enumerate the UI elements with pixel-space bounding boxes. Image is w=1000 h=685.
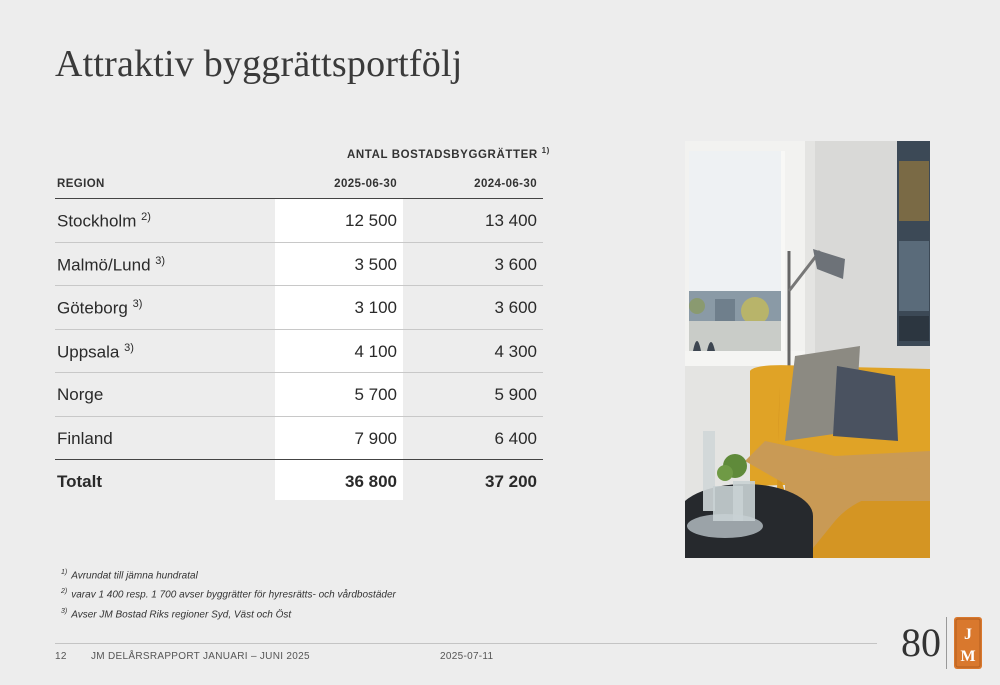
report-date: 2025-07-11 xyxy=(440,651,494,662)
footnote-text: varav 1 400 resp. 1 700 avser byggrätter för hyresrätts- och vårdbostäder xyxy=(71,589,396,601)
table-row xyxy=(55,286,543,330)
region-note: 3) xyxy=(155,254,166,267)
table-supheader xyxy=(347,146,550,161)
page-title: Attraktiv byggrättsportfölj xyxy=(55,43,463,85)
logo-divider xyxy=(946,617,947,669)
footnote xyxy=(61,584,396,603)
region-name: Göteborg xyxy=(57,298,128,318)
interior-photo xyxy=(685,141,930,558)
table-row xyxy=(55,417,543,461)
header-2024: 2024-06-30 xyxy=(474,178,537,190)
region-note: 2) xyxy=(141,211,151,223)
value-2024: 5 900 xyxy=(494,385,537,404)
svg-text:M: M xyxy=(960,648,976,665)
region-cell xyxy=(57,429,113,449)
supheader-label: ANTAL BOSTADSBYGGRÄTTER xyxy=(347,148,538,161)
region-name: Uppsala xyxy=(57,342,120,362)
footnote-text: Avrundat till jämna hundratal xyxy=(71,570,198,582)
value-2025: 3 500 xyxy=(354,254,397,274)
table-row xyxy=(55,330,543,374)
total-label: Totalt xyxy=(57,472,103,491)
table-row xyxy=(55,243,543,287)
footnote-mark: 2) xyxy=(61,588,68,596)
footnotes xyxy=(61,565,396,623)
region-note: 3) xyxy=(124,341,134,354)
value-2025: 3 100 xyxy=(354,298,397,317)
footnote-text: Avser JM Bostad Riks regioner Syd, Väst och Öst xyxy=(71,608,292,620)
value-2025: 5 700 xyxy=(354,385,397,404)
footer-divider xyxy=(55,643,877,644)
region-name: Norge xyxy=(57,385,104,404)
table-header-row xyxy=(55,178,543,199)
table-total-row xyxy=(55,460,543,503)
table-body xyxy=(55,199,543,503)
value-2024: 3 600 xyxy=(494,254,537,274)
total-2024: 37 200 xyxy=(485,472,537,491)
footnote-mark: 1) xyxy=(61,569,68,576)
table-row xyxy=(55,373,543,417)
table-row xyxy=(55,199,543,243)
footnote xyxy=(61,565,396,584)
supheader-note: 1) xyxy=(541,146,550,155)
total-2025: 36 800 xyxy=(345,472,397,491)
footnote xyxy=(61,604,396,623)
value-2024: 6 400 xyxy=(494,428,537,448)
region-note: 3) xyxy=(132,298,143,310)
page-number: 12 xyxy=(55,651,67,662)
header-region: REGION xyxy=(57,178,105,190)
anniversary-80-logo xyxy=(900,618,945,664)
value-2024: 4 300 xyxy=(494,341,537,361)
region-cell xyxy=(57,298,142,319)
region-cell xyxy=(57,385,103,405)
value-2024: 13 400 xyxy=(485,211,537,230)
value-2025: 12 500 xyxy=(345,211,397,230)
region-name: Stockholm xyxy=(57,211,137,231)
region-cell xyxy=(57,255,165,276)
value-2024: 3 600 xyxy=(494,298,537,317)
region-name: Finland xyxy=(57,428,113,448)
region-cell xyxy=(57,342,134,363)
region-cell xyxy=(57,211,151,232)
region-name: Malmö/Lund xyxy=(57,255,151,275)
anniversary-number: 80 xyxy=(901,620,941,664)
value-2025: 7 900 xyxy=(354,428,397,448)
svg-text:J: J xyxy=(964,626,972,643)
header-2025: 2025-06-30 xyxy=(334,178,397,190)
jm-logo xyxy=(954,617,982,669)
footnote-mark: 3) xyxy=(61,607,68,615)
report-name: JM DELÅRSRAPPORT JANUARI – JUNI 2025 xyxy=(91,651,310,662)
value-2025: 4 100 xyxy=(354,341,397,361)
